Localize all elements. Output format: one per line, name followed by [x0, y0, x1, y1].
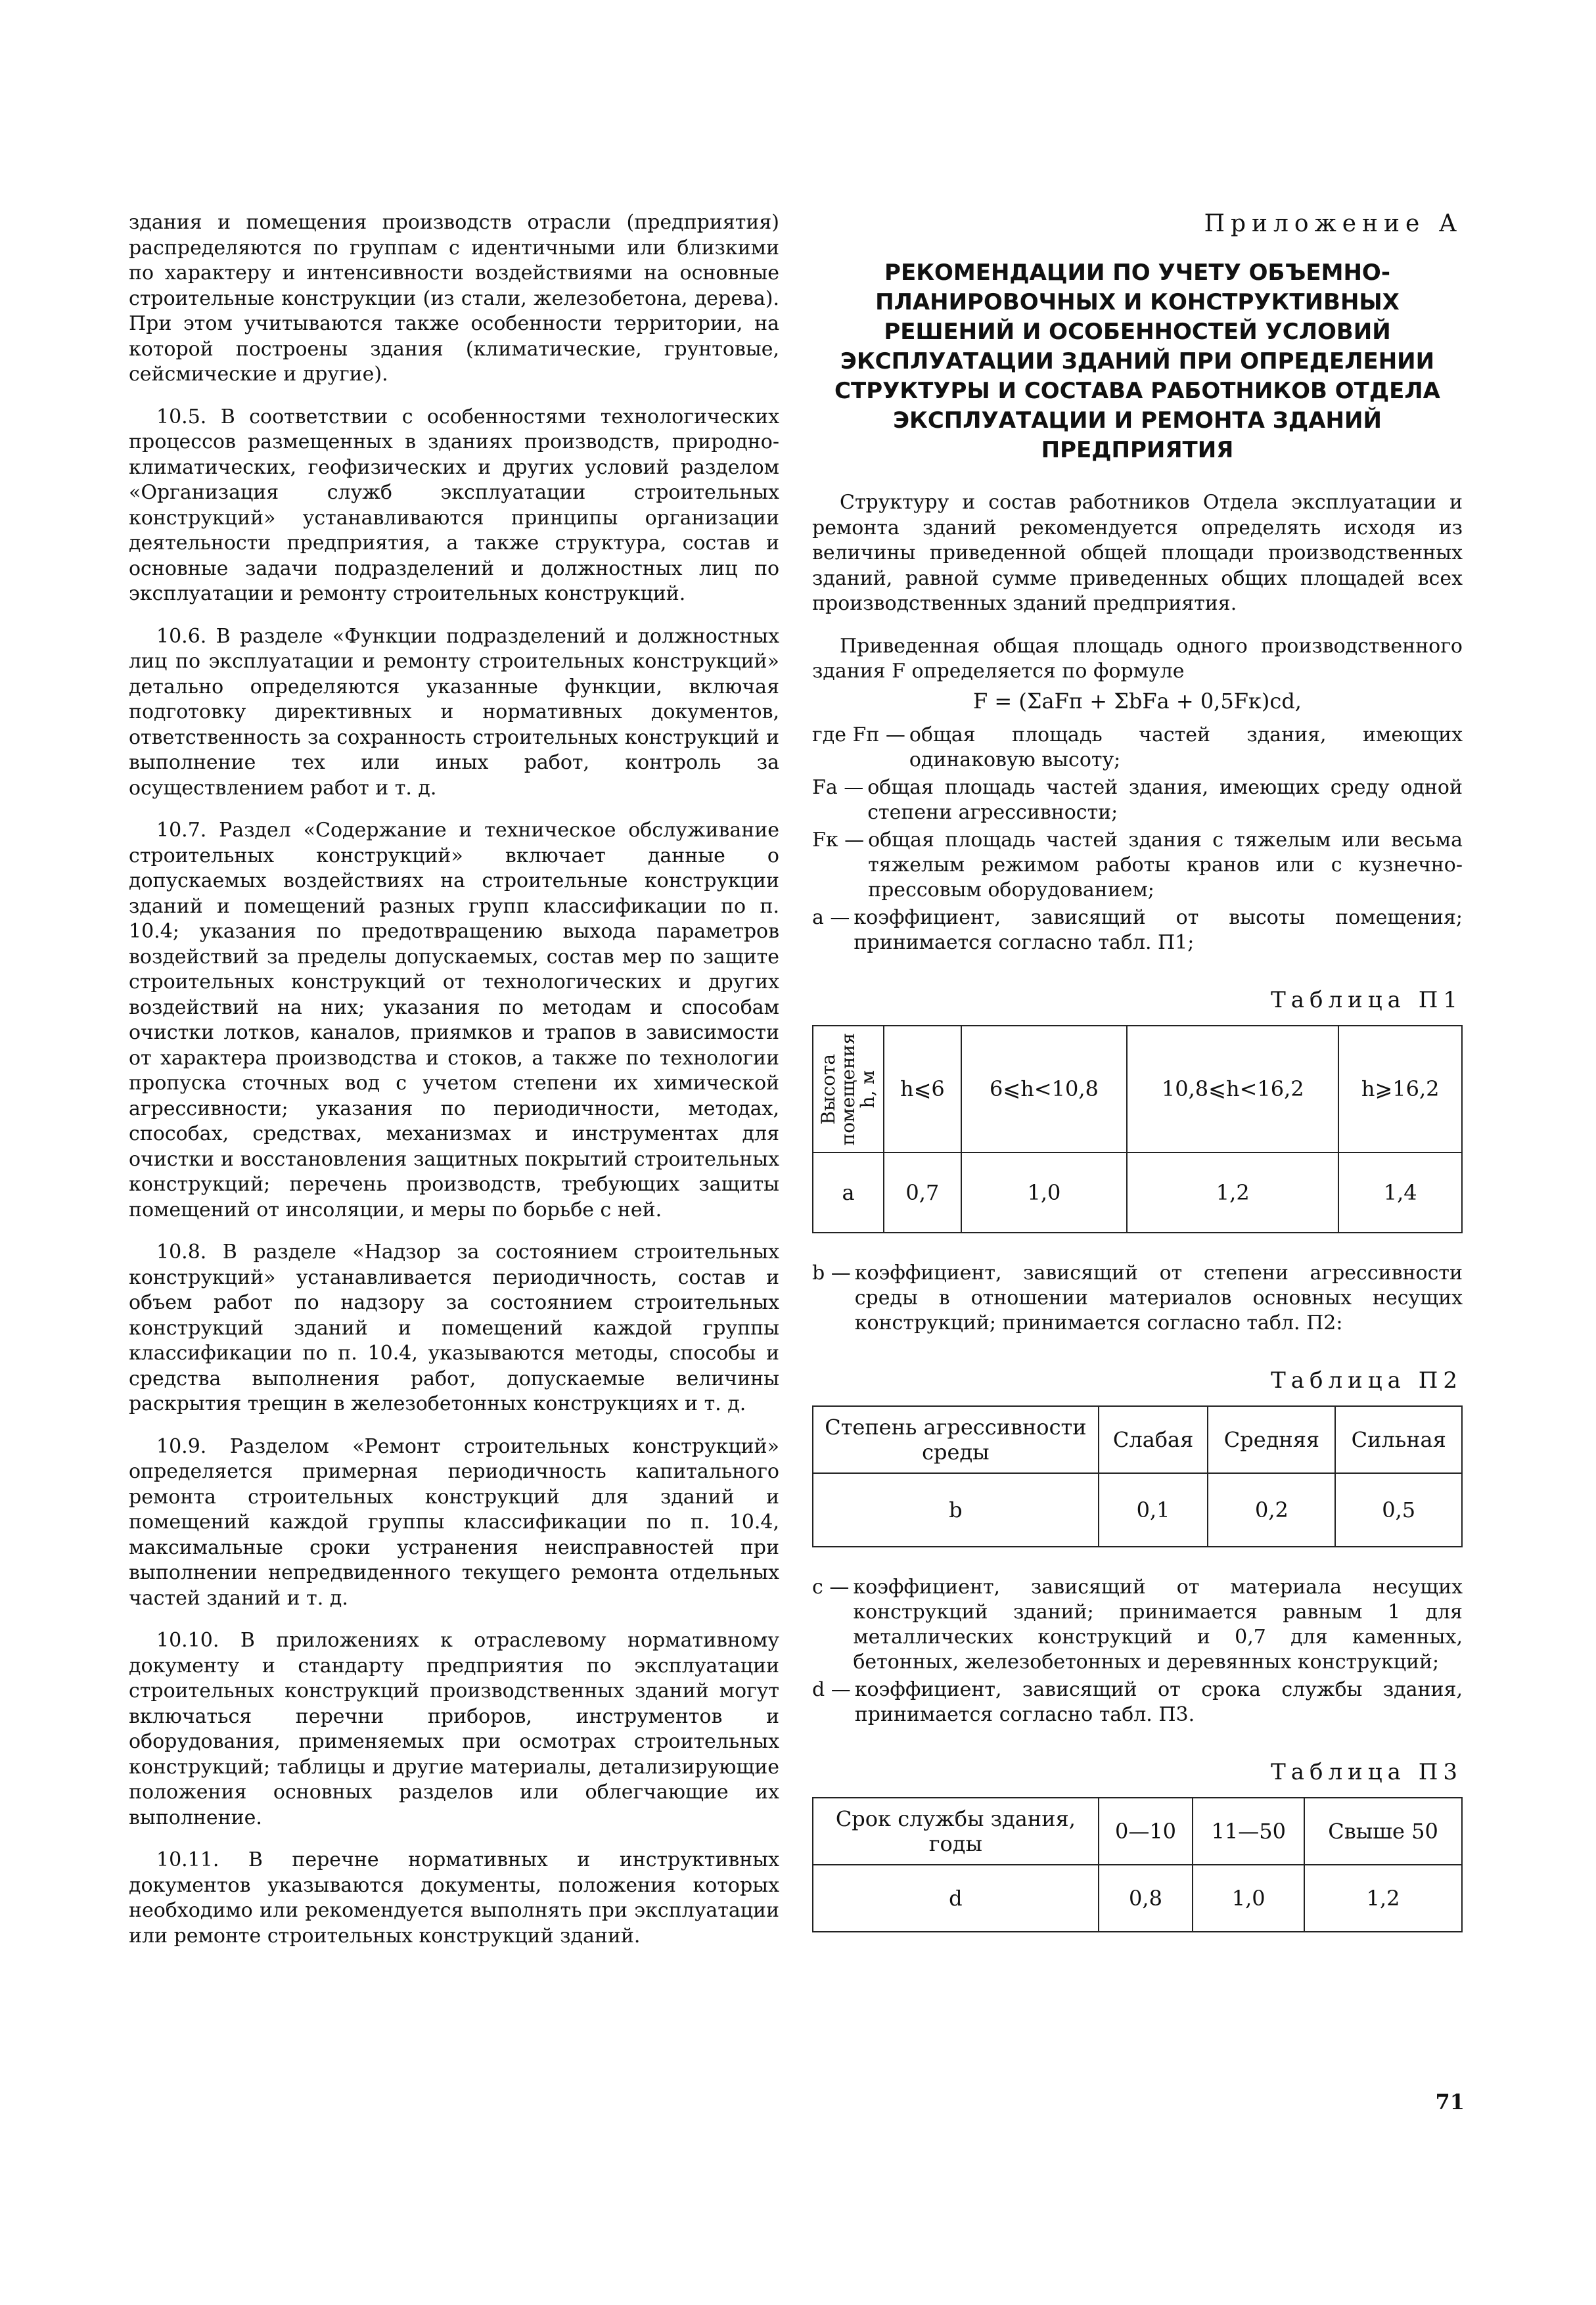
table-header-cell: Сильная [1335, 1406, 1462, 1473]
table-header-cell: 6⩽h<10,8 [961, 1026, 1127, 1152]
table-cell: 0,2 [1208, 1473, 1335, 1547]
table-p2 [812, 1405, 1463, 1547]
appendix-label: Приложение А [1204, 210, 1463, 237]
definition-text: коэффициент, зависящий от степени агрессивности среды в отношении материалов основных несущих конструкций; принимается согласно табл. П2: [854, 1261, 1463, 1335]
table-row-label: d [813, 1865, 1099, 1932]
definition-fk [812, 828, 1463, 903]
paragraph-10-5: 10.5. В соответствии с особенностями технологических процессов размещенных в зданиях производств, природно-климатических, геофизических и других условий разделом «Организация служб эксплуатации строительных конструкций» устанавливаются принципы организации деятельности предприятия, а также структура, состав и основные задачи подразделений и должностных лиц по эксплуатации и ремонту строительных конструкций. [129, 405, 779, 605]
paragraph-continued: здания и помещения производств отрасли (предприятия) распределяются по группам с идентичными или близкими по характеру и интенсивности воздействиями на основные строительные конструкции (из стали, железобетона, дерева). При этом учитываются также особенности территории, на которой построены здания (климатические, грунтовые, сейсмические и другие). [129, 211, 779, 386]
table-cell: 0,1 [1099, 1473, 1208, 1547]
definition-a [812, 905, 1463, 955]
table-p2-caption: Таблица П2 [1271, 1367, 1463, 1394]
definition-c [812, 1575, 1463, 1675]
definition-text: коэффициент, зависящий от высоты помещения; принимается согласно табл. П1; [854, 905, 1463, 954]
table-header-cell: Срок службы здания, годы [813, 1798, 1099, 1865]
table-header-cell: Свыше 50 [1304, 1798, 1462, 1865]
definition-symbol: Fа — [812, 775, 864, 799]
table-header-cell: Высота помещения h, м [813, 1026, 884, 1152]
definition-text: коэффициент, зависящий от срока службы здания, принимается согласно табл. П3. [854, 1677, 1463, 1726]
table-cell: 0,8 [1099, 1865, 1193, 1932]
table-cell: 1,2 [1304, 1865, 1462, 1932]
table-row [813, 1026, 1462, 1152]
appendix-heading: РЕКОМЕНДАЦИИ ПО УЧЕТУ ОБЪЕМНО-ПЛАНИРОВОЧНЫХ И КОНСТРУКТИВНЫХ РЕШЕНИЙ И ОСОБЕННОСТЕЙ УСЛОВИЙ ЭКСПЛУАТАЦИИ ЗДАНИЙ ПРИ ОПРЕДЕЛЕНИИ СТРУКТУРЫ И СОСТАВА РАБОТНИКОВ ОТДЕЛА ЭКСПЛУАТАЦИИ И РЕМОНТА ЗДАНИЙ ПРЕДПРИЯТИЯ [834, 260, 1440, 463]
table-row [813, 1798, 1462, 1865]
table-p3 [812, 1797, 1463, 1932]
paragraph-10-8: 10.8. В разделе «Надзор за состоянием строительных конструкций» устанавливается периодичность, состав и объем работ по надзору за состоянием строительных конструкций зданий и помещений каждой группы классификации по п. 10.4, указываются методы, способы и средства выполнения работ, допускаемые величины раскрытия трещин в железобетонных конструкциях и т. д. [129, 1241, 779, 1415]
table-p3-caption: Таблица П3 [1271, 1758, 1463, 1785]
definition-symbol: b — [812, 1261, 851, 1285]
paragraph-10-7: 10.7. Раздел «Содержание и техническое обслуживание строительных конструкций» включает данные о допускаемых воздействиях на строительные конструкции зданий и помещений разных групп классификации по п. 10.4; указания по предотвращению выхода параметров воздействий за пределы допускаемых, состав мер по защите строительных конструкций от технологических и других воздействий на них; указания по методам и способам очистки лотков, каналов, приямков и трапов в зависимости от характера производства и стоков, а также по технологии пропуска сточных вод с учетом степени их химической агрессивности; указания по периодичности, методах, способах, средствах, механизмах и инструментах для очистки и восстановления защитных покрытий строительных конструкций; перечень производств, требующих защиты помещений от инсоляции, и меры по борьбе с ней. [129, 819, 779, 1221]
paragraph-10-9: 10.9. Разделом «Ремонт строительных конструкций» определяется примерная периодичность капитального ремонта строительных конструкций для зданий и помещений каждой группы классификации по п. 10.4, максимальные сроки устранения неисправностей при выполнении непредвиденного текущего ремонта отдельных частей зданий и т. д. [129, 1434, 779, 1610]
left-column [129, 210, 779, 1966]
definition-text: общая площадь частей здания с тяжелым или весьма тяжелым режимом работы кранов или с кузнечно-прессовым оборудованием; [868, 828, 1463, 901]
definition-text: общая площадь частей здания, имеющих одинаковую высоту; [909, 723, 1463, 771]
definition-symbol: d — [812, 1677, 851, 1701]
table-cell: 1,0 [961, 1152, 1127, 1233]
table-row-label: a [813, 1152, 884, 1233]
table-cell: 0,7 [884, 1152, 961, 1233]
table-header-cell: h⩽6 [884, 1026, 961, 1152]
table-header-cell: 11—50 [1193, 1798, 1304, 1865]
table-header-cell: 10,8⩽h<16,2 [1127, 1026, 1338, 1152]
table-cell: 1,0 [1193, 1865, 1304, 1932]
paragraph-10-10: 10.10. В приложениях к отраслевому нормативному документу и стандарту предприятия по эксплуатации строительных конструкций производственных зданий могут включаться перечни приборов, инструментов и оборудования, применяемых при осмотрах строительных конструкций; таблицы и другие материалы, детализирующие положения основных разделов или облегчающие их выполнение. [129, 1629, 779, 1829]
table-cell: 1,2 [1127, 1152, 1338, 1233]
table-p1-caption: Таблица П1 [1271, 986, 1463, 1013]
table-header-cell: Степень агрессивности среды [813, 1406, 1099, 1473]
formula: F = (ΣaFп + ΣbFа + 0,5Fк)cd, [973, 688, 1302, 714]
definition-d [812, 1677, 1463, 1727]
right-column [812, 210, 1463, 1932]
definition-symbol: a — [812, 905, 850, 929]
table-row [813, 1406, 1462, 1473]
definition-symbol: где Fп — [812, 723, 905, 746]
definition-symbol: Fк — [812, 828, 865, 852]
table-row-label: b [813, 1473, 1099, 1547]
table-row [813, 1473, 1462, 1547]
table-cell: 0,5 [1335, 1473, 1462, 1547]
definition-fa [812, 775, 1463, 825]
intro-paragraph-1: Структуру и состав работников Отдела эксплуатации и ремонта зданий рекомендуется определять исходя из величины приведенной общей площади производственных зданий, равной сумме приведенных общих площадей всех производственных зданий предприятия. [812, 491, 1463, 615]
table-p1 [812, 1025, 1463, 1233]
table-header-cell: 0—10 [1099, 1798, 1193, 1865]
page-number: 71 [1435, 2089, 1465, 2114]
paragraph-10-6: 10.6. В разделе «Функции подразделений и должностных лиц по эксплуатации и ремонту строительных конструкций» детально определяются указанные функции, включая подготовку директивных и нормативных документов, ответственность за сохранность строительных конструкций и выполнение тех или иных работ, контроль за осуществлением работ и т. д. [129, 624, 779, 800]
paragraph-10-11: 10.11. В перечне нормативных и инструктивных документов указываются документы, положения которых необходимо или рекомендуется выполнять при эксплуатации или ремонте строительных конструкций зданий. [129, 1848, 779, 1948]
definition-symbol: c — [812, 1575, 850, 1599]
definition-fp [812, 723, 1463, 773]
table-row [813, 1865, 1462, 1932]
intro-paragraph-2: Приведенная общая площадь одного производственного здания F определяется по формуле [812, 634, 1463, 683]
table-cell: 1,4 [1338, 1152, 1462, 1233]
table-header-cell: Средняя [1208, 1406, 1335, 1473]
definition-text: общая площадь частей здания, имеющих среду одной степени агрессивности; [867, 775, 1463, 824]
table-header-cell: h⩾16,2 [1338, 1026, 1462, 1152]
definition-text: коэффициент, зависящий от материала несущих конструкций зданий; принимается равным 1 для металлических конструкций и 0,7 для каменных, бетонных, железобетонных и деревянных конструкций; [853, 1575, 1463, 1674]
table-header-cell: Слабая [1099, 1406, 1208, 1473]
definition-b [812, 1261, 1463, 1336]
table-row [813, 1152, 1462, 1233]
